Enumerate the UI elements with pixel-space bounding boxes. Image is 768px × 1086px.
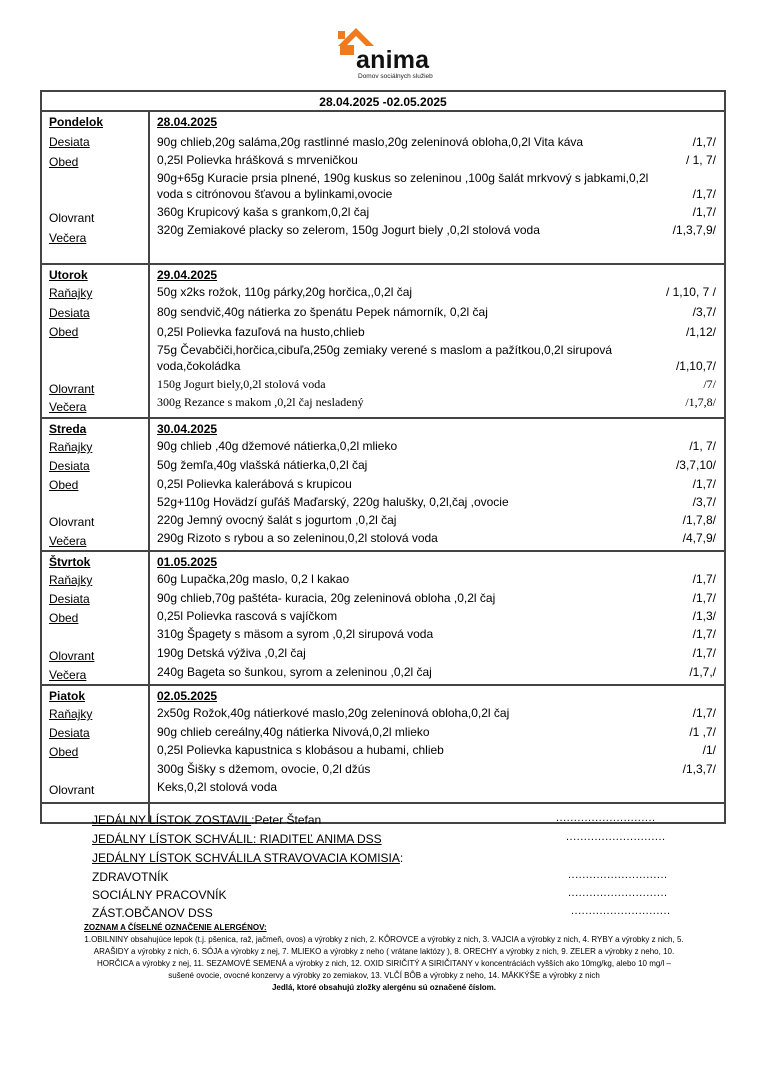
label-obed: Obed [49, 745, 79, 759]
komisia-colon: : [399, 851, 404, 865]
menu-item [157, 457, 716, 473]
item-text: 0,25l Polievka hrášková s mrveničkou [157, 153, 358, 167]
item-text: 0,25l Polievka fazuľová na husto,chlieb [157, 325, 365, 339]
label-olovrant: Olovrant [49, 515, 95, 529]
signature-line: ............................ [566, 831, 666, 843]
menu-item [157, 664, 716, 680]
day-items [150, 265, 724, 417]
day-labels [42, 112, 150, 263]
item-allergens: /1,3,7,9/ [672, 223, 716, 237]
menu-item [157, 204, 716, 220]
item-text: 360g Krupicový kaša s grankom,0,2l čaj [157, 205, 370, 219]
day-block-monday [42, 112, 724, 265]
day-date: 02.05.2025 [157, 689, 218, 703]
allergen-heading: ZOZNAM A ČÍSELNÉ OZNAČENIE ALERGÉNOV: [84, 923, 267, 932]
item-allergens: /1,7/ [692, 591, 716, 605]
menu-item [157, 284, 716, 300]
day-name: Pondelok [49, 115, 104, 129]
signature-komisia [92, 851, 403, 865]
day-labels [42, 265, 150, 417]
day-name: Štvrtok [49, 555, 91, 569]
label-obed: Obed [49, 155, 79, 169]
label-desiata: Desiata [49, 306, 90, 320]
menu-table [40, 90, 726, 824]
item-allergens: /3,7/ [692, 305, 716, 319]
day-labels [42, 686, 150, 802]
zostavil-name: :Peter Štefan [251, 813, 322, 827]
item-allergens: /1,12/ [685, 325, 716, 339]
label-ranajky: Raňajky [49, 707, 93, 721]
item-allergens: /1,3/ [692, 609, 716, 623]
item-text: 300g Rezance s makom ,0,2l čaj nesladený [157, 395, 364, 409]
signature-line: ............................ [568, 869, 668, 881]
signature-schvalil: JEDÁLNY LÍSTOK SCHVÁLIL: RIADITEĽ ANIMA DSS [92, 832, 382, 846]
label-obed: Obed [49, 325, 79, 339]
item-allergens: /3,7,10/ [675, 458, 716, 472]
menu-item [157, 512, 716, 528]
day-block-thursday [42, 552, 724, 686]
menu-item [157, 494, 716, 510]
item-allergens: / 1, 7/ [685, 153, 716, 167]
item-text: 320g Zemiakové placky so zelerom, 150g Jogurt biely ,0,2l stolová voda [157, 223, 540, 237]
day-items [150, 112, 724, 263]
item-allergens: /1,7/ [692, 187, 716, 201]
label-desiata: Desiata [49, 592, 90, 606]
item-text: 50g x2ks rožok, 110g párky,20g horčica,,0,2l čaj [157, 285, 413, 299]
signature-line: ............................ [571, 905, 671, 917]
day-labels [42, 552, 150, 684]
item-text: 0,25l Polievka kapustnica s klobásou a hubami, chlieb [157, 743, 444, 757]
day-block-wednesday [42, 419, 724, 552]
item-allergens: /1,7/ [692, 135, 716, 149]
menu-item [157, 170, 716, 202]
label-obed: Obed [49, 611, 79, 625]
menu-item [157, 324, 716, 340]
item-text: 90g chlieb ,40g džemové nátierka,0,2l mlieko [157, 439, 398, 453]
item-allergens: /1,7/ [692, 572, 716, 586]
menu-item [157, 705, 716, 721]
menu-item [157, 626, 716, 642]
day-items [150, 552, 724, 684]
komisia-label: JEDÁLNY LÍSTOK SCHVÁLILA STRAVOVACIA KOMISIA [92, 851, 400, 865]
item-allergens: /1/ [702, 743, 716, 757]
day-items [150, 686, 724, 802]
item-allergens: /1,7,8/ [685, 395, 716, 409]
item-allergens: /1, 7/ [689, 439, 716, 453]
menu-item [157, 742, 716, 758]
label-olovrant: Olovrant [49, 211, 95, 225]
item-text: Keks,0,2l stolová voda [157, 780, 278, 794]
day-date: 01.05.2025 [157, 555, 218, 569]
label-desiata: Desiata [49, 459, 90, 473]
day-items [150, 419, 724, 550]
menu-item [157, 134, 716, 150]
menu-item [157, 645, 716, 661]
label-vecera: Večera [49, 534, 87, 548]
signature-line: ............................ [556, 812, 656, 824]
menu-item [157, 761, 716, 777]
item-allergens: /3,7/ [692, 495, 716, 509]
item-allergens: /1,7/ [692, 646, 716, 660]
menu-item [157, 571, 716, 587]
menu-item [157, 608, 716, 624]
menu-item [157, 376, 716, 392]
day-date: 28.04.2025 [157, 115, 218, 129]
label-desiata: Desiata [49, 135, 90, 149]
signature-zdravotnik: ZDRAVOTNÍK [92, 870, 169, 884]
label-vecera: Večera [49, 668, 87, 682]
menu-item [157, 590, 716, 606]
item-text: 50g žemľa,40g vlašská nátierka,0,2l čaj [157, 458, 368, 472]
item-allergens: /1,7/ [692, 477, 716, 491]
menu-item [157, 530, 716, 546]
item-allergens: /1 ,7/ [689, 725, 716, 739]
menu-item [157, 152, 716, 168]
item-text: 90g chlieb,20g saláma,20g rastlinné maslo,20g zeleninová obloha,0,2l Vita káva [157, 135, 584, 149]
item-text: 310g Špagety s mäsom a syrom ,0,2l sirupová voda [157, 627, 434, 641]
item-text: 0,25l Polievka rascová s vajíčkom [157, 609, 338, 623]
item-allergens: /7/ [703, 377, 716, 391]
day-date: 30.04.2025 [157, 422, 218, 436]
item-allergens: /1,7/ [692, 706, 716, 720]
item-text: 2x50g Rožok,40g nátierkové maslo,20g zeleninová obloha,0,2l čaj [157, 706, 510, 720]
label-ranajky: Raňajky [49, 573, 93, 587]
day-name: Streda [49, 422, 87, 436]
menu-item [157, 438, 716, 454]
menu-item [157, 222, 716, 238]
item-text: 290g Rizoto s rybou a so zeleninou,0,2l stolová voda [157, 531, 438, 545]
menu-item [157, 476, 716, 492]
item-allergens: /1,10,7/ [675, 359, 716, 373]
signature-line: ............................ [568, 887, 668, 899]
menu-item [157, 394, 716, 410]
item-text: 52g+110g Hovädzí guľáš Maďarský, 220g halušky, 0,2l,čaj ,ovocie [157, 495, 509, 509]
item-text: 75g Čevabčiči,horčica,cibuľa,250g zemiaky verené s maslom a pažítkou,0,2l sirupová voda,čokoládka [157, 343, 613, 373]
day-name: Piatok [49, 689, 86, 703]
item-text: 90g chlieb cereálny,40g nátierka Nivová,0,2l mlieko [157, 725, 430, 739]
anima-logo [336, 26, 446, 82]
label-obed: Obed [49, 478, 79, 492]
item-text: 190g Detská výživa ,0,2l čaj [157, 646, 306, 660]
day-date: 29.04.2025 [157, 268, 218, 282]
logo-subtitle: Domov sociálnych služieb [358, 73, 433, 80]
item-allergens: /1,7/ [692, 627, 716, 641]
label-olovrant: Olovrant [49, 382, 95, 396]
label-olovrant: Olovrant [49, 783, 95, 797]
item-text: 90g chlieb,70g paštéta- kuracia, 20g zeleninová obloha ,0,2l čaj [157, 591, 496, 605]
day-labels [42, 419, 150, 550]
label-vecera: Večera [49, 400, 87, 414]
logo-name: anima [356, 46, 430, 74]
item-text: 0,25l Polievka kalerábová s krupicou [157, 477, 352, 491]
menu-item [157, 779, 716, 795]
allergen-note [84, 922, 684, 994]
item-text: 60g Lupačka,20g maslo, 0,2 l kakao [157, 572, 350, 586]
menu-item [157, 304, 716, 320]
item-allergens: / 1,10, 7 / [665, 285, 716, 299]
item-allergens: /1,3,7/ [682, 762, 716, 776]
label-olovrant: Olovrant [49, 649, 95, 663]
label-desiata: Desiata [49, 726, 90, 740]
zostavil-label: JEDÁLNY LÍSTOK ZOSTAVIL [92, 813, 252, 827]
signature-socialny: SOCIÁLNY PRACOVNÍK [92, 888, 227, 902]
label-ranajky: Raňajky [49, 286, 93, 300]
item-allergens: /1,7,/ [689, 665, 716, 679]
allergen-list: 1.OBILNINY obsahujúce lepok (t.j. pšenica, raž, jačmeň, ovos) a výrobky z nich, 2. KÔROVCE a výrobky z nich, 3. VAJCIA a výrobky z nich, 4. RYBY a výrobky z nich, 5. ARAŠIDY a výrobky z nich, 6. SÓJA a výrobky z nej, 7. MLIEKO a výrobky z neho ( vrátane laktózy ), 8. ORECHY a výrobky z nich, 9. ZELER a výrobky z neho, 10. HORČICA a výrobky z nej, 11. SEZAMOVÉ SEMENÁ a výrobky z nich, 12. OXID SIRIČITÝ A SIRIČITANY v koncentráciách vyšších ako 10mg/kg, alebo 10 mg/l – sušené ovocie, ovocné konzervy a výrobky zo zemiakov, 13. VLČÍ BÔB a výrobky z neho, 14. MÄKKÝŠE a výrobky z nich [84, 935, 684, 980]
signature-zast: ZÁST.OBČANOV DSS [92, 906, 213, 920]
label-ranajky: Raňajky [49, 440, 93, 454]
day-block-tuesday [42, 265, 724, 419]
menu-item [157, 342, 716, 374]
item-text: 220g Jemný ovocný šalát s jogurtom ,0,2l čaj [157, 513, 397, 527]
item-allergens: /1,7/ [692, 205, 716, 219]
menu-item [157, 724, 716, 740]
item-text: 90g+65g Kuracie prsia plnené, 190g kuskus so zeleninou ,100g šalát mrkvový s jabkami,0,2l voda s citrónovou šťavou a bylinkami,ovocie [157, 171, 649, 201]
item-allergens: /4,7,9/ [682, 531, 716, 545]
item-text: 240g Bageta so šunkou, syrom a zeleninou ,0,2l čaj [157, 665, 432, 679]
item-text: 80g sendvič,40g nátierka zo špenátu Pepek námorník, 0,2l čaj [157, 305, 488, 319]
allergen-footnote: Jedlá, ktoré obsahujú zložky alergénu sú označené číslom. [271, 983, 497, 992]
week-range: 28.04.2025 -02.05.2025 [42, 92, 724, 112]
label-vecera: Večera [49, 231, 87, 245]
item-allergens: /1,7,8/ [682, 513, 716, 527]
item-text: 300g Šišky s džemom, ovocie, 0,2l džús [157, 762, 371, 776]
signature-zostavil [92, 813, 321, 827]
day-block-friday [42, 686, 724, 804]
item-text: 150g Jogurt biely,0,2l stolová voda [157, 377, 326, 391]
day-name: Utorok [49, 268, 88, 282]
